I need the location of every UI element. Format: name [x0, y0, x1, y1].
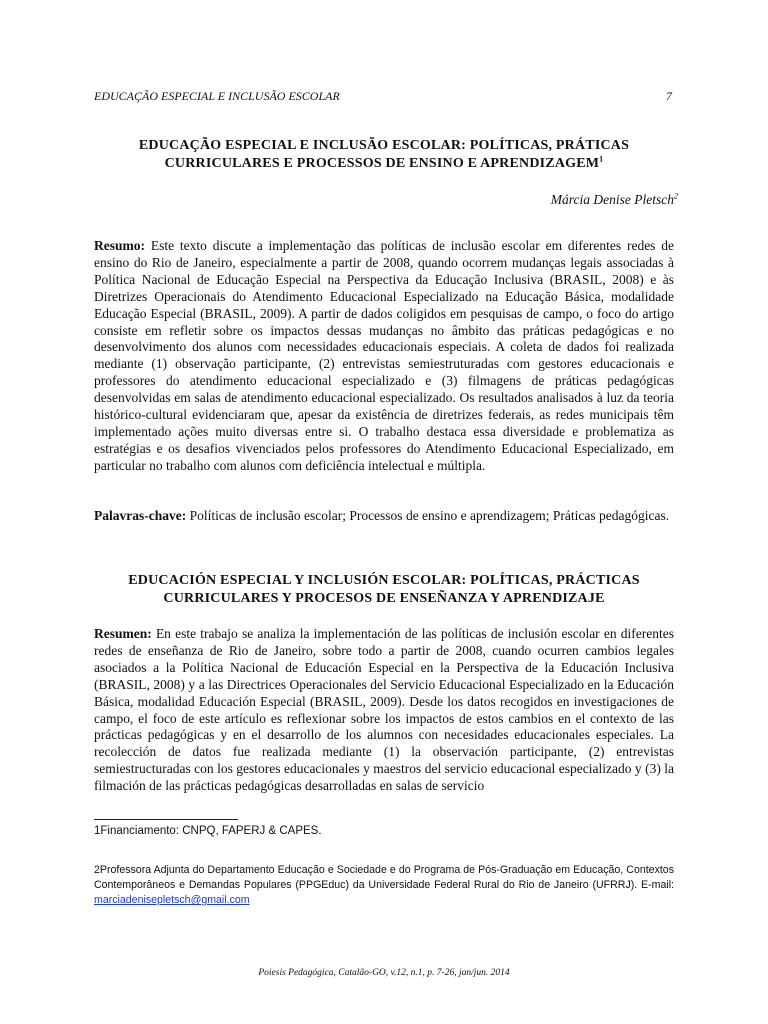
author-name: Márcia Denise Pletsch$^2$: [550, 191, 678, 207]
title-line: EDUCACIÓN ESPECIAL Y INCLUSIÓN ESCOLAR: POLÍTICAS, PRÁCTICAS: [128, 573, 640, 588]
abstract-pt: [94, 238, 674, 475]
keywords: [94, 508, 674, 525]
abstract-label: Resumo:: [94, 238, 145, 253]
footnote-mark[interactable]: 2: [674, 191, 678, 201]
footnote-2: 2Professora Adjunta do Departamento Educação e Sociedade e do Programa de Pós-Graduação em Educação, Contextos Contemporâneos e Demandas Populares (PPGEduc) da Universidade Federal Rural do Rio de Janeiro (UFRRJ). E-mail: marciadenisepletsch@gmail.com: [94, 864, 674, 906]
page-number: 7: [666, 89, 672, 103]
footnote-divider: [94, 819, 238, 820]
footnote-mark[interactable]: 1: [599, 154, 604, 164]
abstract-text: Este texto discute a implementação das políticas de inclusão escolar em diferentes redes de ensino do Rio de Janeiro, especialmente a partir de 2008, quando ocorrem mudanças legais associadas à Política Nacional de Educação Especial na Perspectiva da Educação Inclusiva (BRASIL, 2008) e às Diretrizes Operacionais do Atendimento Educacional Especializado na Educação Básica, modalidade Educação Especial (BRASIL, 2009). A partir de dados coligidos em pesquisas de campo, o foco do artigo consiste em refletir sobre os impactos dessas mudanças no âmbito das práticas pedagógicas e no desenvolvimento dos alunos com necessidades educacionais especiais. A coleta de dados foi realizada mediante (1) observação participante, (2) entrevistas semiestruturadas com gestores educacionais e professores do atendimento educacional especializado e (3) filmagens de práticas pedagógicas desenvolvidas em salas de atendimento educacional especializado. Os resultados analisados à luz da teoria histórico-cultural evidenciaram que, apesar da existência de diretrizes federais, as redes municipais têm implementado ações muito diversas entre si. O trabalho destaca essa diversidade e problematiza as estratégias e os desafios vivenciados pelos professores do Atendimento Educacional Especializado, em particular no trabalho com alunos com deficiência intelectual e múltipla.: [94, 238, 674, 473]
article-title-pt: [94, 137, 674, 173]
keywords-label: Palavras-chave:: [94, 508, 187, 523]
abstract-es: [94, 626, 674, 795]
email-link[interactable]: marciadenisepletsch@gmail.com: [94, 894, 250, 906]
title-line: EDUCAÇÃO ESPECIAL E INCLUSÃO ESCOLAR: POLÍTICAS, PRÁTICAS: [138, 138, 630, 153]
footnote-1: 1Financiamento: CNPQ, FAPERJ & CAPES.: [94, 825, 322, 837]
title-line: CURRICULARES E PROCESSOS DE ENSINO E APRENDIZAGEM$^1$: [164, 154, 604, 171]
article-title-es: [94, 572, 674, 608]
keywords-text: Políticas de inclusão escolar; Processos de ensino e aprendizagem; Práticas pedagógicas.: [189, 508, 670, 523]
abstract-label: Resumen:: [94, 626, 152, 641]
abstract-text: En este trabajo se analiza la implementación de las políticas de inclusión escolar en diferentes redes de enseñanza de Rio de Janeiro, sobre todo a partir de 2008, cuando ocurren cambios legales asociados a la Política Nacional de Educación Especial en la Perspectiva de la Educación Inclusiva (BRASIL, 2008) y a las Directrices Operacionales del Servicio Educacional Especializado en la Educación Básica, modalidad Educación Especial (BRASIL, 2009). Desde los datos recogidos en investigaciones de campo, el foco de este artículo es reflexionar sobre los impactos de estos cambios en el contexto de las prácticas pedagógicas y en el desarrollo de los alumnos con necesidades educacionales especiales. La recolección de datos fue realizada mediante (1) la observación participante, (2) entrevistas semiestructuradas con los gestores educacionales y maestros del servicio educacional especializado y (3) la filmación de las prácticas pedagógicas desarrolladas en salas de servicio: [94, 626, 674, 794]
running-title: EDUCAÇÃO ESPECIAL E INCLUSÃO ESCOLAR: [94, 89, 340, 103]
title-line: CURRICULARES Y PROCESOS DE ENSEÑANZA Y APRENDIZAJE: [163, 591, 605, 606]
running-footer: Poiesis Pedagógica, Catalão-GO, v.12, n.1, p. 7-26, jan/jun. 2014: [258, 968, 510, 978]
running-header: [94, 88, 672, 104]
